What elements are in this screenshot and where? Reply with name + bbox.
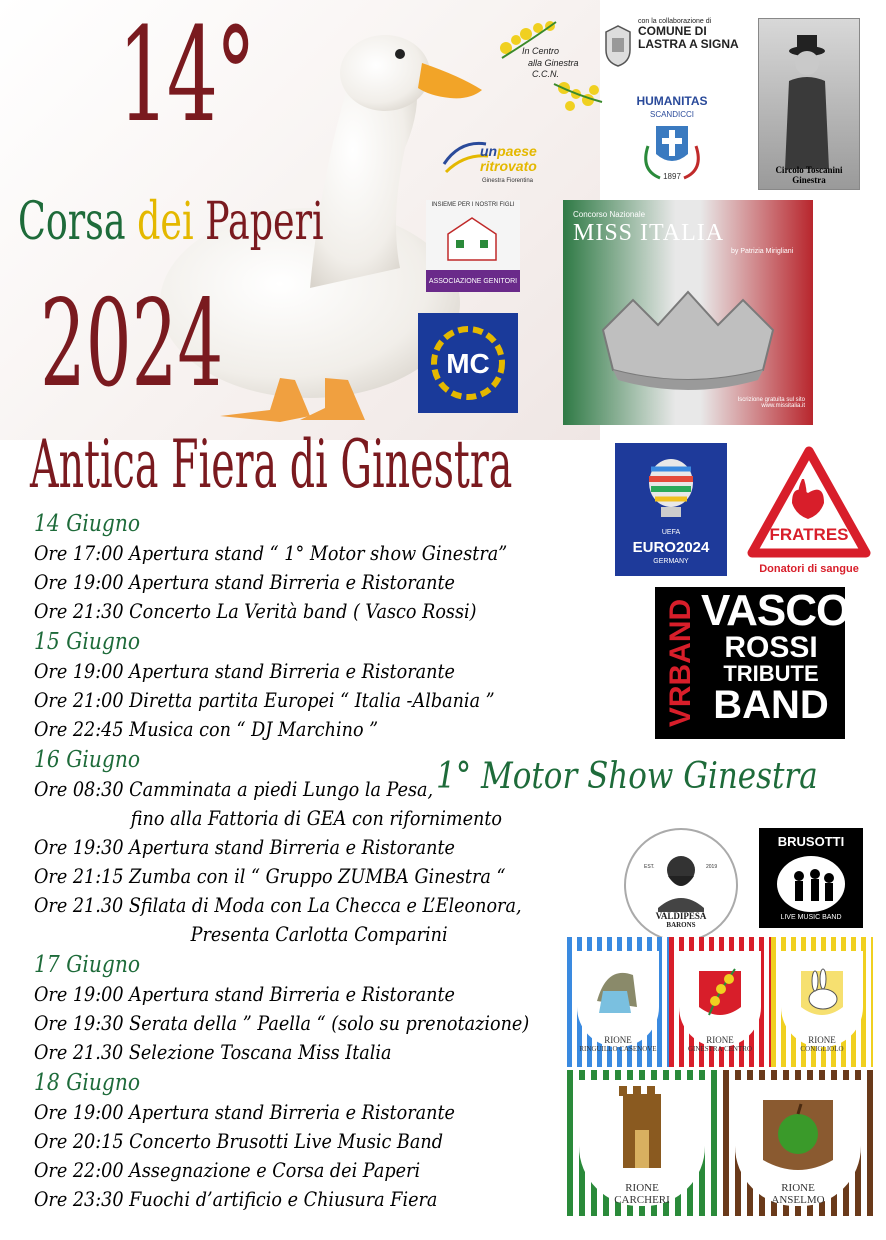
rione5-name: ANSELMO [771, 1194, 825, 1207]
vr-line4: BAND [713, 683, 829, 727]
event-year: 2024 [40, 275, 224, 414]
day-heading: 16 Giugno [34, 747, 141, 773]
miss-concorso: Concorso Nazionale [573, 210, 646, 219]
vr-side-label: VRBAND [664, 598, 697, 728]
man-portrait-icon [759, 19, 859, 169]
rione-ginestra-crest [669, 937, 771, 1067]
euro-name: EURO2024 [632, 539, 710, 556]
fiera-title: Antica Fiera di Ginestra [30, 426, 513, 503]
trophy-icon [615, 449, 727, 529]
miss-name: MISS ITALIA [573, 220, 725, 246]
brusotti-logo [759, 828, 863, 928]
house-icon [426, 210, 520, 270]
event-line: Ore 17:00 Apertura stand “ 1° Motor show Ginestra” [34, 541, 508, 565]
genitori-top: INSIEME PER I NOSTRI FIGLI [431, 202, 515, 208]
rione3-name: CONIGLIOLO [800, 1045, 844, 1054]
paese-un: un [480, 143, 498, 159]
event-line: Ore 21.30 Sfilata di Moda con La Checca e L’Eleonora, [34, 893, 522, 917]
rione-anselmo-crest [723, 1070, 873, 1216]
euro-uefa: UEFA [661, 529, 681, 536]
rione1-name: RINGUILLO CASENOVE [579, 1045, 657, 1054]
circolo-toscanini-logo [758, 18, 860, 190]
event-line: Ore 19:00 Apertura stand Birreria e Ristorante [34, 982, 455, 1006]
event-line: Ore 23:30 Fuochi d’artificio e Chiusura Fiera [34, 1187, 438, 1211]
rione-conigliolo-crest [771, 937, 873, 1067]
tower-icon [567, 1080, 717, 1180]
euro-country: GERMANY [653, 558, 689, 565]
day-heading: 18 Giugno [34, 1070, 141, 1096]
event-line: Presenta Carlotta Comparini [190, 922, 448, 946]
vr-line2: ROSSI [724, 631, 818, 664]
rione-word: RIONE [706, 1035, 734, 1045]
mc-logo [418, 313, 518, 413]
vrband-logo [655, 586, 850, 739]
broom-plant-icon [669, 951, 771, 1031]
rione4-name: CARCHERI [614, 1194, 670, 1207]
comune-line2: LASTRA A SIGNA [638, 37, 739, 52]
event-line: Ore 19:30 Apertura stand Birreria e Ristorante [34, 835, 455, 859]
day-heading: 14 Giugno [34, 511, 141, 537]
comune-lastra-logo [602, 18, 748, 70]
rabbit-icon [771, 951, 873, 1031]
paese-ritrovato-logo [440, 134, 570, 190]
event-line: Ore 20:15 Concerto Brusotti Live Music Band [34, 1129, 443, 1153]
event-line: Ore 21:30 Concerto La Verità band ( Vasco Rossi) [34, 599, 477, 623]
svg-text:MC: MC [446, 348, 490, 379]
event-line: Ore 19:30 Serata della ” Paella “ (solo su prenotazione) [34, 1011, 530, 1035]
rioni-row-top [567, 937, 873, 1067]
brusotti-sub: LIVE MUSIC BAND [780, 914, 842, 921]
rione-word: RIONE [781, 1182, 815, 1194]
vr-line1: VASCO [701, 586, 850, 635]
rione2-name: GINESTRA CENTRO [688, 1045, 752, 1054]
centro-line3: C.C.N. [532, 69, 559, 80]
coat-of-arms-icon [602, 24, 634, 68]
paese-ritrovato: ritrovato [480, 157, 537, 174]
corsa-word: Corsa [18, 192, 126, 252]
corsa-title [18, 192, 324, 252]
event-line: Ore 22:45 Musica con “ DJ Marchino ” [34, 717, 379, 741]
rione-word: RIONE [808, 1035, 836, 1045]
fratres-logo [744, 443, 874, 583]
comune-small: con la collaborazione di [638, 18, 712, 25]
event-line: Ore 19:00 Apertura stand Birreria e Ristorante [34, 570, 455, 594]
rione-word: RIONE [604, 1035, 632, 1045]
humanitas-year: 1897 [663, 172, 681, 181]
apple-icon [723, 1080, 873, 1180]
valdipesa-year: 2019 [706, 864, 718, 870]
miss-by: by Patrizia Mirigliani [731, 248, 794, 255]
event-line: Ore 22:00 Assegnazione e Corsa dei Paperi [34, 1158, 421, 1182]
fratres-name: FRATRES [769, 525, 849, 544]
rione-word: RIONE [625, 1182, 659, 1194]
humanitas-city: SCANDICCI [649, 110, 694, 119]
valdipesa-line1: VALDIPESA [655, 911, 707, 921]
event-line: Ore 19:00 Apertura stand Birreria e Ristorante [34, 659, 455, 683]
rioni-row-bottom [567, 1070, 873, 1216]
valdipesa-barons-logo [624, 828, 738, 942]
associazione-genitori-logo [426, 200, 520, 292]
day-heading: 15 Giugno [34, 629, 141, 655]
miss-foot: Iscrizione gratuita sul sito www.missitalia.it [737, 397, 805, 409]
centro-line2: alla Ginestra [528, 57, 579, 68]
rione-carcheri-crest [567, 1070, 717, 1216]
paperi-word: Paperi [205, 192, 324, 252]
event-line: Ore 21:15 Zumba con il “ Gruppo ZUMBA Ginestra “ [34, 864, 506, 888]
event-schedule [34, 508, 530, 1214]
paese-paese: paese [497, 143, 537, 159]
event-line: Ore 21:00 Diretta partita Europei “ Italia -Albania ” [34, 688, 495, 712]
genitori-bottom: ASSOCIAZIONE GENITORI [426, 270, 520, 292]
day-heading: 17 Giugno [34, 952, 141, 978]
centro-ginestra-logo [494, 18, 606, 114]
miss-italia-poster [563, 200, 813, 425]
fratres-triangle-icon [744, 443, 874, 563]
circolo-label: Circolo Toscanini Ginestra [775, 165, 843, 185]
vr-line3: TRIBUTE [723, 661, 819, 686]
event-line: fino alla Fattoria di GEA con rifornimento [130, 806, 503, 830]
fratres-sub: Donatori di sangue [759, 563, 859, 575]
mc-emblem-icon [418, 313, 518, 413]
centro-line1: In Centro [522, 46, 560, 56]
rione-ringuillo-crest [567, 937, 669, 1067]
waterfall-icon [567, 951, 669, 1031]
motor-show-heading: 1° Motor Show Ginestra [436, 756, 818, 797]
humanitas-name: HUMANITAS [636, 94, 708, 108]
brusotti-name: BRUSOTTI [777, 834, 845, 849]
event-line: Ore 08:30 Camminata a piedi Lungo la Pesa, [34, 777, 434, 801]
dei-word: dei [137, 192, 194, 252]
valdipesa-line2: BARONS [666, 920, 696, 929]
humanitas-logo [622, 84, 722, 184]
event-line: Ore 21.30 Selezione Toscana Miss Italia [34, 1040, 392, 1064]
euro2024-logo [615, 443, 727, 576]
valdipesa-est: EST. [644, 864, 655, 870]
edition-number: 14° [118, 0, 254, 151]
paese-sub: Ginestra Fiorentina [482, 178, 534, 184]
event-line: Ore 19:00 Apertura stand Birreria e Ristorante [34, 1100, 455, 1124]
comune-line1: COMUNE DI [638, 24, 707, 38]
